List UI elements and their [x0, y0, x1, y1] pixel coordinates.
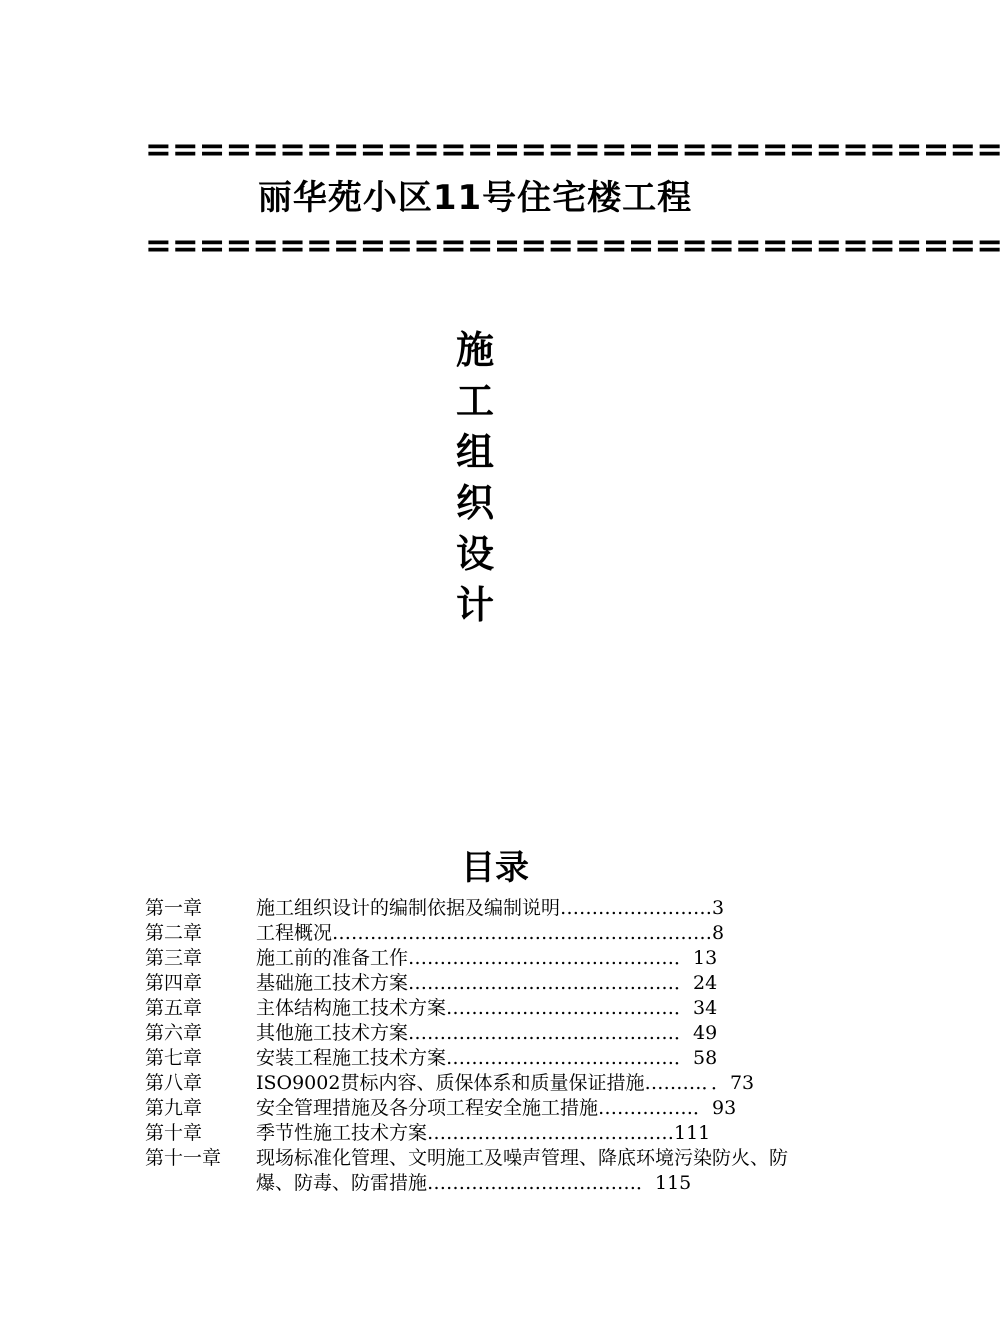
toc-chapter-label: 第九章 [145, 1097, 203, 1119]
toc-entry-text: 主体结构施工技术方案………………………………．34 [256, 997, 718, 1019]
toc-entry-text: 工程概况……………………………………………………8 [256, 922, 725, 944]
project-title: 丽华苑小区11号住宅楼工程 [257, 178, 693, 218]
toc-entry[interactable] [145, 1071, 815, 1096]
toc-chapter-label: 第四章 [145, 972, 203, 994]
toc-entry-text: 其他施工技术方案……………………………………．49 [256, 1022, 718, 1044]
document-title-char: 织 [455, 481, 494, 525]
toc-heading: 目录 [461, 848, 529, 888]
toc-chapter-label: 第三章 [145, 947, 203, 969]
document-title-char: 设 [455, 532, 494, 576]
toc-chapter-label: 第二章 [145, 922, 203, 944]
toc-chapter-label: 第八章 [145, 1072, 203, 1094]
document-title-char: 工 [455, 379, 494, 423]
toc-entry-text: 施工组织设计的编制依据及编制说明……………………3 [256, 897, 725, 919]
top-rule: ================================ [145, 130, 1003, 168]
toc-entry[interactable] [145, 1121, 815, 1146]
bottom-rule: ================================ [145, 226, 1003, 264]
toc-entry-text: 现场标准化管理、文明施工及噪声管理、降底环境污染防火、防爆、防毒、防雷措施……………………………．115 [256, 1147, 789, 1194]
toc-chapter-label: 第十一章 [145, 1147, 222, 1169]
toc-entry[interactable] [145, 921, 815, 946]
toc-entry-text: 季节性施工技术方案…………………………………111 [256, 1122, 711, 1144]
toc-entry[interactable] [145, 996, 815, 1021]
document-title [440, 325, 510, 631]
toc-chapter-label: 第五章 [145, 997, 203, 1019]
toc-entry-text: ISO9002贯标内容、质保体系和质量保证措施………．．73 [256, 1072, 755, 1094]
toc-entry-text: 安装工程施工技术方案………………………………．58 [256, 1047, 718, 1069]
toc-entry[interactable] [145, 971, 815, 996]
toc-entry-text: 安全管理措施及各分项工程安全施工措施……………．93 [256, 1097, 737, 1119]
toc-entry[interactable] [145, 1096, 815, 1121]
toc-entry[interactable] [145, 1046, 815, 1071]
document-title-char: 组 [455, 430, 494, 474]
toc-chapter-label: 第一章 [145, 897, 203, 919]
table-of-contents [145, 896, 815, 1196]
toc-entry-text: 施工前的准备工作……………………………………．13 [256, 947, 718, 969]
document-title-char: 计 [455, 583, 494, 627]
toc-entry[interactable] [145, 1021, 815, 1046]
toc-entry[interactable] [145, 946, 815, 971]
toc-chapter-label: 第六章 [145, 1022, 203, 1044]
toc-chapter-label: 第七章 [145, 1047, 203, 1069]
toc-entry[interactable] [145, 896, 815, 921]
toc-entry[interactable] [145, 1146, 815, 1196]
document-title-char: 施 [455, 328, 494, 372]
toc-chapter-label: 第十章 [145, 1122, 203, 1144]
toc-entry-text: 基础施工技术方案……………………………………．24 [256, 972, 718, 994]
